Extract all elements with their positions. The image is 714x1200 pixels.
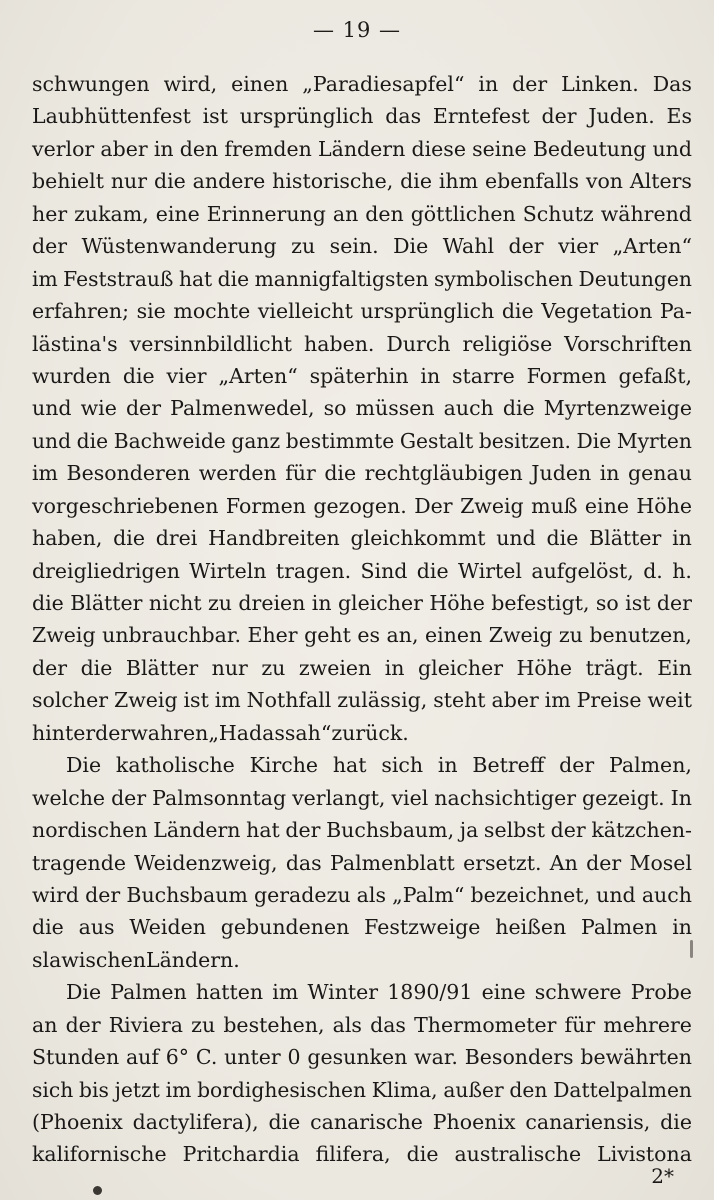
text-line: und wie der Palmenwedel, so müssen auch die Myrtenzweige [32, 396, 692, 421]
text-line: haben, die drei Handbreiten gleichkommt und die Blätter in [32, 526, 692, 551]
text-line: verlor aber in den fremden Ländern diese seine Bedeutung und [32, 136, 692, 161]
text-line: wird der Buchsbaum geradezu als „Palm“ bezeichnet, und auch [32, 882, 692, 907]
text-line: und die Bachweide ganz bestimmte Gestalt besitzen. Die Myrten [32, 428, 692, 453]
text-line: kalifornische Pritchardia filifera, die australische Livistona [32, 1142, 692, 1167]
text-line: an der Riviera zu bestehen, als das Thermometer für mehrere [32, 1012, 692, 1037]
text-line: Zweig unbrauchbar. Eher geht es an, einen Zweig zu benutzen, [32, 623, 692, 648]
paragraph-1 [32, 68, 692, 749]
text-line: schwungen wird, einen „Paradiesapfel“ in der Linken. Das [32, 72, 692, 96]
text-line: nordischen Ländern hat der Buchsbaum, ja selbst der kätzchen- [32, 818, 692, 843]
text-line: die Blätter nicht zu dreien in gleicher Höhe befestigt, so ist der [32, 591, 692, 615]
text-line: Laubhüttenfest ist ursprünglich das Erntefest der Juden. Es [32, 104, 692, 129]
text-line: die aus Weiden gebundenen Festzweige heißen Palmen in [32, 915, 692, 940]
signature-mark: 2* [651, 1164, 674, 1188]
text-line: im Feststrauß hat die mannigfaltigsten symbolischen Deutungen [32, 266, 692, 291]
text-line: vorgeschriebenen Formen gezogen. Der Zweig muß eine Höhe [32, 493, 692, 518]
text-line: solcher Zweig ist im Nothfall zulässig, steht aber im Preise weit [32, 688, 692, 713]
text-line: her zukam, eine Erinnerung an den göttlichen Schutz während [32, 201, 692, 226]
text-line: erfahren; sie mochte vielleicht ursprünglich die Vegetation Pa- [32, 299, 692, 324]
text-line: welche der Palmsonntag verlangt, viel nachsichtiger gezeigt. In [32, 785, 692, 810]
text-line: der Wüstenwanderung zu sein. Die Wahl der vier „Arten“ [32, 234, 692, 259]
text-line: lästina's versinnbildlicht haben. Durch religiöse Vorschriften [32, 331, 692, 356]
text-line: wurden die vier „Arten“ späterhin in starre Formen gefaßt, [32, 363, 692, 388]
text-line: im Besonderen werden für die rechtgläubigen Juden in genau [32, 461, 692, 486]
page-number: — 19 — [312, 18, 402, 42]
text-line: hinter der wahren „Hadassah“ zurück. [32, 720, 409, 745]
text-line: Die Palmen hatten im Winter 1890/91 eine schwere Probe [66, 980, 692, 1005]
paragraph-3 [32, 976, 692, 1171]
text-line: tragende Weidenzweig, das Palmenblatt ersetzt. An der Mosel [32, 850, 692, 875]
body-text [32, 68, 692, 1171]
text-line: Die katholische Kirche hat sich in Betreff der Palmen, [66, 753, 692, 778]
text-line: der die Blätter nur zu zweien in gleicher Höhe trägt. Ein [32, 655, 692, 680]
ink-speck [690, 940, 693, 958]
text-line: sich bis jetzt im bordighesischen Klima, außer den Dattelpalmen [32, 1077, 692, 1102]
paragraph-2 [32, 749, 692, 976]
text-line: (Phoenix dactylifera), die canarische Phoenix canariensis, die [32, 1110, 692, 1134]
text-line: Stunden auf 6° C. unter 0 gesunken war. Besonders bewährten [32, 1045, 692, 1070]
text-line: dreigliedrigen Wirteln tragen. Sind die Wirtel aufgelöst, d. h. [32, 558, 692, 583]
ink-speck [93, 1186, 102, 1195]
text-line: behielt nur die andere historische, die ihm ebenfalls von Alters [32, 169, 692, 194]
text-line: slawischen Ländern. [32, 947, 240, 972]
